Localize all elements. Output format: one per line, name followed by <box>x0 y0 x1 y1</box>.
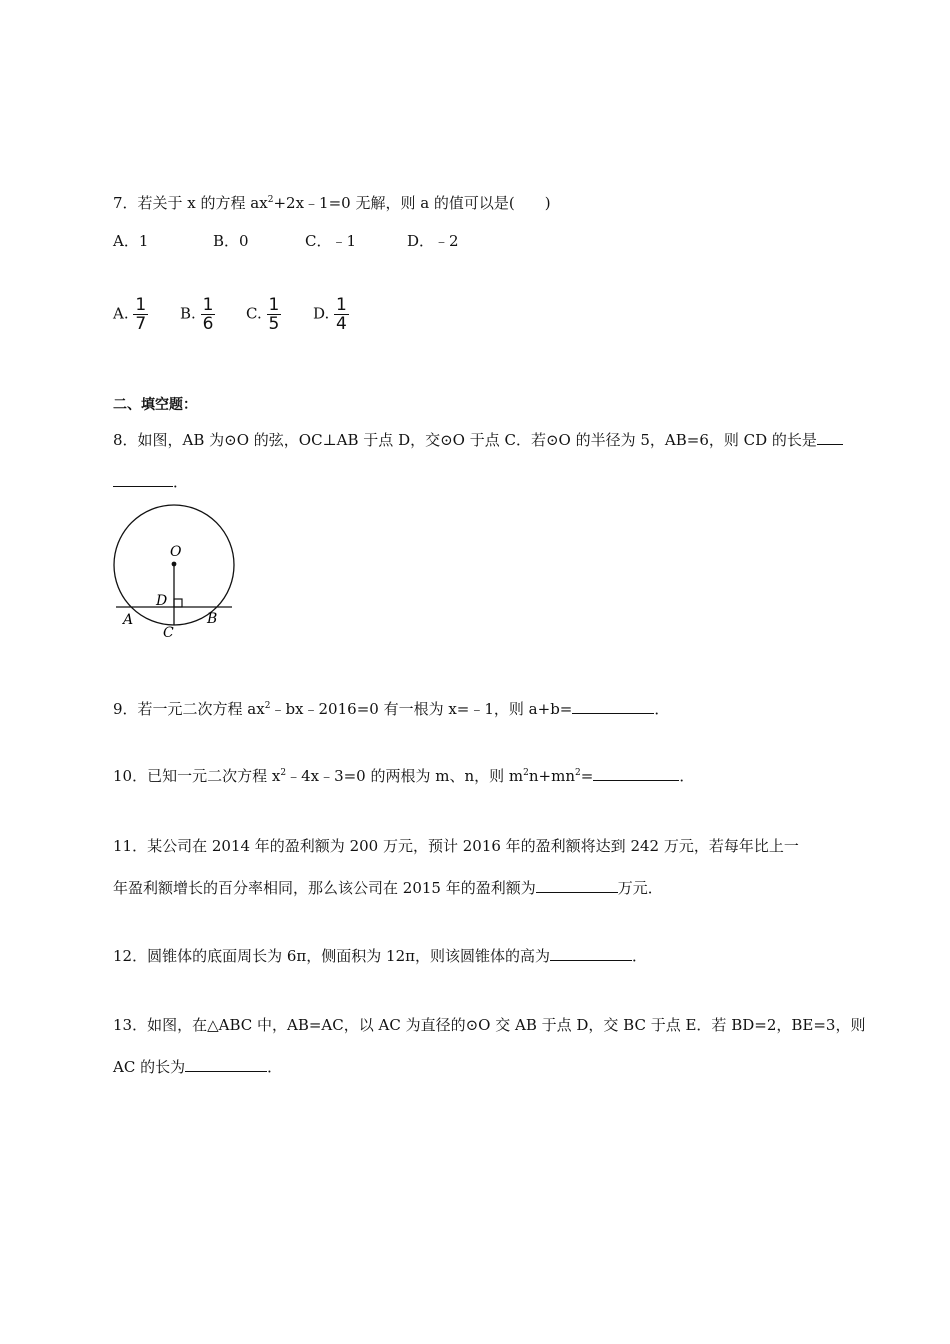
section-heading: 二、填空题： <box>113 397 197 413</box>
q10-stem: 10．已知一元二次方程 $x^2﹣4x﹣3=0$ 的两根为 m、n，则 $m^2n+mn^2=$ ． <box>113 767 695 785</box>
label-o: O <box>170 544 182 560</box>
q7-option-a: A．1 <box>113 232 149 250</box>
q7-option-d: D．﹣2 <box>407 232 459 250</box>
q11-stem: 11．某公司在 2014 年的盈利额为 200 万元，预计 2016 年的盈利额将达到 242 万元，若每年比上一 <box>113 837 799 855</box>
q13-stem-continued: AC 的长为 ． <box>113 1058 283 1076</box>
answer-blank[interactable] <box>572 699 654 714</box>
fraction-option-d: D. $\frac{1}{4}$ <box>313 295 347 334</box>
fraction-option-c: C. $\frac{1}{5}$ <box>246 295 280 334</box>
fraction-option-b: B. $\frac{1}{6}$ <box>180 295 214 334</box>
center-point <box>172 562 177 567</box>
q7-option-c: C．﹣1 <box>305 232 357 250</box>
label-c: C <box>163 625 174 641</box>
q7-stem: 7．若关于 x 的方程 $ax^2+2x﹣1=0$ 无解，则 a 的值可以是( ) <box>113 194 551 212</box>
right-angle-mark <box>174 599 182 607</box>
label-d: D <box>156 593 168 609</box>
label-a: A <box>123 612 134 628</box>
fraction: $\frac{1}{5}$ <box>268 295 280 334</box>
label-b: B <box>207 611 218 627</box>
q9-stem: 9．若一元二次方程 $ax^2﹣bx﹣2016=0$ 有一根为 x=﹣1，则 a+b= ． <box>113 700 670 718</box>
q12-stem: 12．圆锥体的底面周长为 6π，侧面积为 12π，则该圆锥体的高为 ． <box>113 947 647 965</box>
fraction: $\frac{1}{7}$ <box>135 295 147 334</box>
q8-stem-continued: ． <box>113 472 188 492</box>
answer-blank[interactable] <box>185 1057 267 1072</box>
circle-figure <box>108 500 243 650</box>
q7-option-b: B．0 <box>213 232 249 250</box>
q8-stem: 8．如图，AB 为⊙O 的弦，OC⊥AB 于点 D，交⊙O 于点 C．若⊙O 的半径为 5，AB=6，则 CD 的长是 <box>113 430 843 450</box>
answer-blank[interactable] <box>593 766 679 781</box>
fraction-option-a: A. $\frac{1}{7}$ <box>113 295 147 334</box>
q13-stem: 13．如图，在△ABC 中，AB=AC，以 AC 为直径的⊙O 交 AB 于点 D，交 BC 于点 E．若 BD=2，BE=3，则 <box>113 1016 866 1034</box>
answer-blank[interactable] <box>817 430 843 445</box>
answer-blank[interactable] <box>536 878 618 893</box>
fraction: $\frac{1}{6}$ <box>202 295 214 334</box>
answer-blank[interactable] <box>550 946 632 961</box>
answer-blank[interactable] <box>113 472 173 487</box>
q11-stem-continued: 年盈利额增长的百分率相同，那么该公司在 2015 年的盈利额为 万元． <box>113 879 663 897</box>
fraction: $\frac{1}{4}$ <box>336 295 347 334</box>
